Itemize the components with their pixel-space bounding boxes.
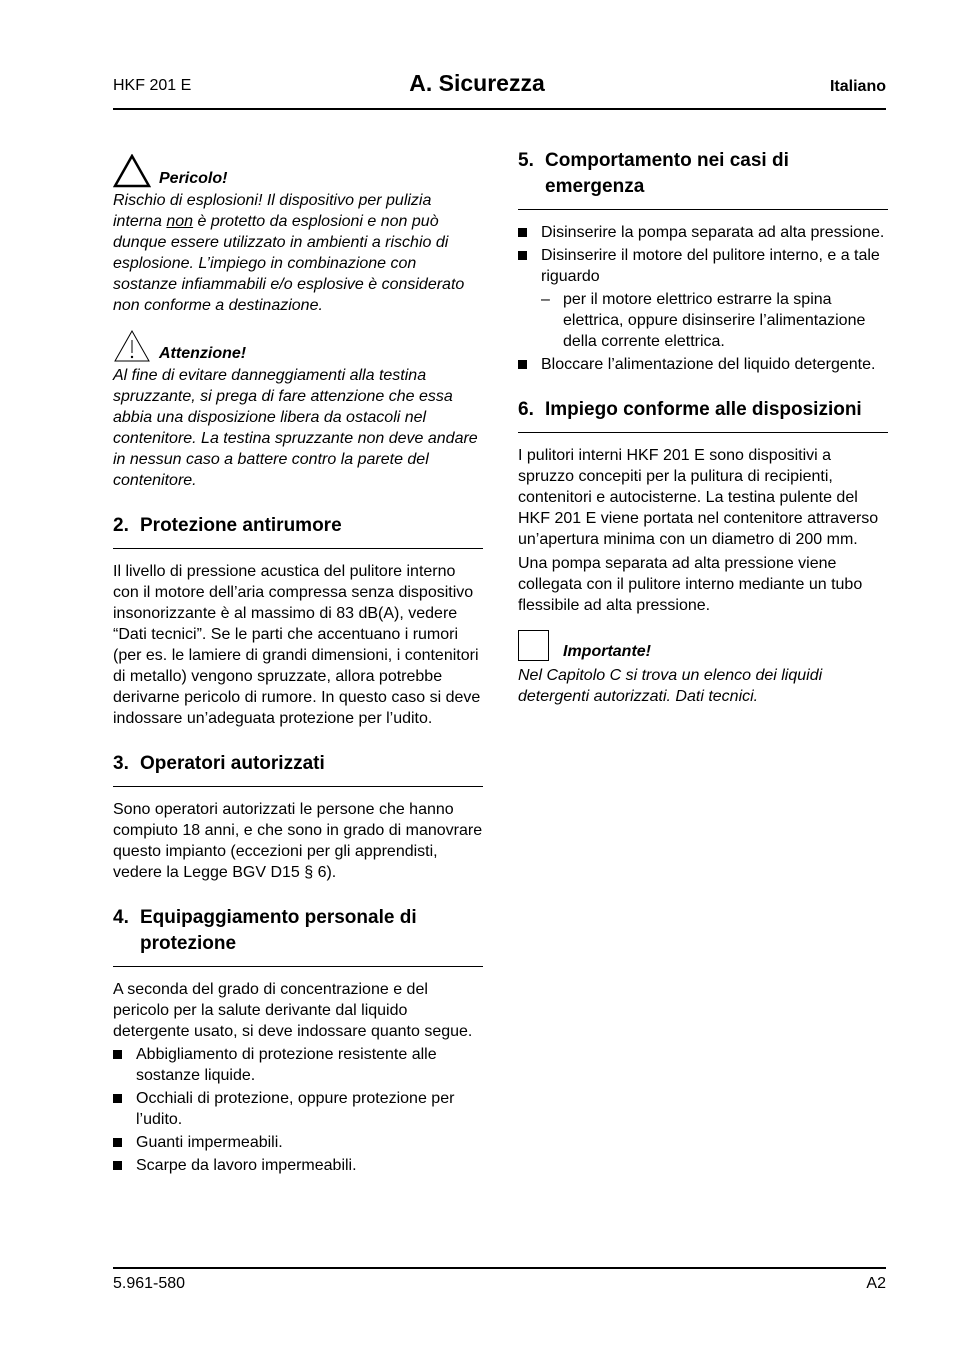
section-emergency	[518, 148, 888, 375]
caution-text: Al fine di evitare danneggiamenti alla testina spruzzante, si prega di fare attenzione che essa abbia una disposizione libera da ostacoli nel contenitore. La testina spruzzante non deve andare in nessun caso a battere contro la parete del contenitore.	[113, 367, 478, 489]
important-text: Nel Capitolo C si trova un elenco dei liquidi detergenti autorizzati. Dati tecnici.	[518, 667, 823, 705]
list-item: Bloccare l’alimentazione del liquido detergente.	[518, 354, 888, 375]
section-6-heading: 6. Impiego conforme alle disposizioni	[518, 397, 888, 433]
section-5-sublist	[541, 289, 888, 352]
section-intended-use	[518, 397, 888, 616]
footer-page-number: A2	[866, 1275, 886, 1292]
list-item: Disinserire il motore del pulitore interno, e a tale riguardo – per il motore elettrico estrarre la spina elettrica, oppure disinserire l’alimentazione della corrente elettrica.	[518, 245, 888, 352]
danger-warning-icon	[113, 154, 151, 188]
danger-notice	[113, 154, 483, 316]
section-5-list	[518, 222, 888, 375]
header-rule	[113, 108, 886, 110]
footer-rule	[113, 1267, 886, 1269]
section-authorized-operators	[113, 751, 483, 883]
right-column	[518, 148, 888, 707]
header-model: HKF 201 E	[113, 77, 192, 94]
section-4-heading: 4. Equipaggiamento personale di protezione	[113, 905, 483, 967]
section-noise-protection	[113, 513, 483, 729]
list-item: Disinserire la pompa separata ad alta pressione.	[518, 222, 888, 243]
page-title: A. Sicurezza	[409, 70, 545, 96]
left-column	[113, 154, 483, 1176]
list-item: Guanti impermeabili.	[113, 1132, 483, 1153]
list-item: Abbigliamento di protezione resistente alle sostanze liquide.	[113, 1044, 483, 1086]
section-6-body-1: I pulitori interni HKF 201 E sono dispositivi a spruzzo concepiti per la pulitura di recipienti, contenitori e autocisterne. La testina pulente del HKF 201 E viene portata nel contenitore attraverso un’apertura minima con un diametro di 200 mm.	[518, 447, 879, 548]
list-item: Scarpe da lavoro impermeabili.	[113, 1155, 483, 1176]
section-2-body: Il livello di pressione acustica del pulitore interno con il motore dell’aria compressa senza dispositivo insonorizzante è al massimo di 83 dB(A), vedere “Dati tecnici”. Se le parti che accentuano i rumori (per es. le lamiere di grandi dimensioni, i contenitori di metallo) vengono spruzzate, allora potrebbe derivarne pericolo di rumore. In questo caso si deve indossare un’adeguata protezione per l’udito.	[113, 563, 481, 727]
sub-list-item: – per il motore elettrico estrarre la spina elettrica, oppure disinserire l’alimentazione della corrente elettrica.	[541, 289, 888, 352]
section-5-heading: 5. Comportamento nei casi di emergenza	[518, 148, 888, 210]
footer-document-code: 5.961-580	[113, 1275, 186, 1292]
caution-warning-icon	[113, 329, 151, 363]
section-2-heading: 2. Protezione antirumore	[113, 513, 483, 549]
section-4-body: A seconda del grado di concentrazione e del pericolo per la salute derivante dal liquido detergente usato, si deve indossare quanto segue.	[113, 981, 473, 1040]
important-notice	[518, 630, 888, 707]
section-3-heading: 3. Operatori autorizzati	[113, 751, 483, 787]
caution-label: Attenzione!	[159, 345, 247, 362]
list-item: Occhiali di protezione, oppure protezione per l’udito.	[113, 1088, 483, 1130]
caution-notice	[113, 329, 483, 491]
section-6-body-2: Una pompa separata ad alta pressione viene collegata con il pulitore interno mediante un tubo flessibile ad alta pressione.	[518, 555, 863, 614]
section-4-list	[113, 1044, 483, 1176]
section-personal-protection	[113, 905, 483, 1176]
header-language: Italiano	[829, 78, 886, 95]
note-box-icon	[518, 630, 549, 661]
danger-label: Pericolo!	[159, 170, 228, 187]
section-3-body: Sono operatori autorizzati le persone che hanno compiuto 18 anni, e che sono in grado di manovrare questo impianto (eccezioni per gli apprendisti, vedere la Legge BGV D15 § 6).	[113, 801, 483, 881]
important-label: Importante!	[563, 643, 651, 660]
danger-text: Rischio di esplosioni! Il dispositivo per pulizia interna non è protetto da esplosioni e non può dunque essere utilizzato in ambienti a rischio di esplosione. L’impiego in combinazione con sostanze infiammabili e/o esplosive è considerato non conforme a destinazione.	[113, 192, 465, 314]
